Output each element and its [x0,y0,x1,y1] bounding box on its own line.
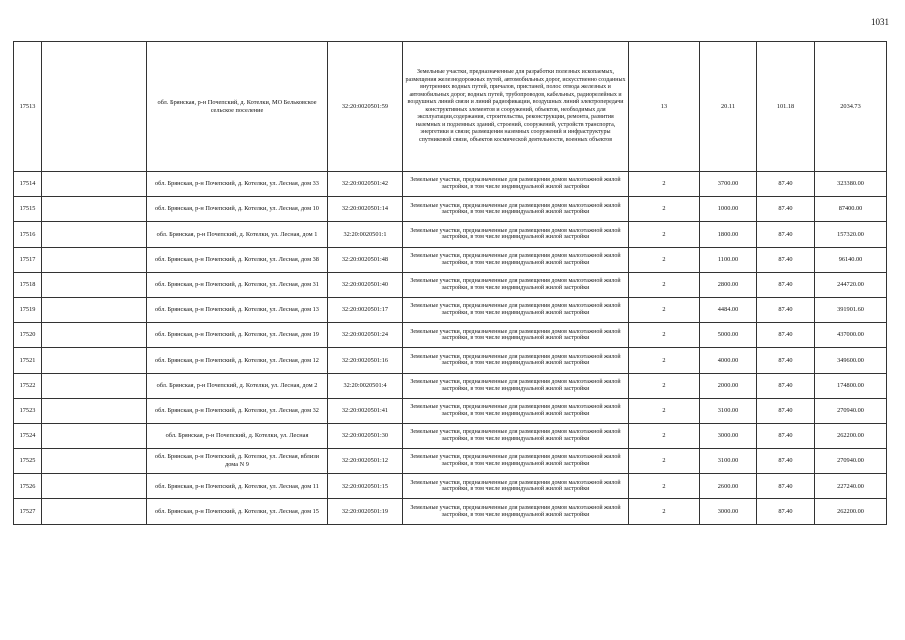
row-number-cell: 17516 [14,222,42,247]
address-cell: обл. Брянская, р-н Почепский, д. Котелки, ул. Лесная, дом 19 [147,323,328,348]
row-number-cell: 17522 [14,373,42,398]
blank-cell [42,323,147,348]
specific-value-cell: 87.40 [757,398,815,423]
address-cell: обл. Брянская, р-н Почепский, д. Котелки, ул. Лесная, дом 1 [147,222,328,247]
cadastral-value-cell: 96140.00 [815,247,887,272]
cadastral-number-cell: 32:20:0020501:19 [328,499,403,524]
specific-value-cell: 87.40 [757,297,815,322]
blank-cell [42,297,147,322]
row-number-cell: 17518 [14,272,42,297]
cadastral-value-cell: 262200.00 [815,423,887,448]
table-row [14,398,887,423]
address-cell: обл. Брянская, р-н Почепский, д. Котелки, ул. Лесная, дом 12 [147,348,328,373]
cadastral-value-cell: 437000.00 [815,323,887,348]
use-code-cell: 2 [629,398,700,423]
cadastral-value-cell: 87400.00 [815,197,887,222]
area-cell: 3100.00 [700,449,757,474]
land-use-cell: Земельные участки, предназначенные для размещения домов малоэтажной жилой застройки, в том числе индивидуальной жилой застройки [403,474,629,499]
cadastral-value-cell: 157320.00 [815,222,887,247]
area-cell: 4000.00 [700,348,757,373]
table-row [14,247,887,272]
cadastral-value-cell: 244720.00 [815,272,887,297]
table-row [14,449,887,474]
cadastral-value-cell: 270940.00 [815,449,887,474]
row-number-cell: 17520 [14,323,42,348]
cadastral-value-cell: 270940.00 [815,398,887,423]
land-use-cell: Земельные участки, предназначенные для размещения домов малоэтажной жилой застройки, в том числе индивидуальной жилой застройки [403,197,629,222]
area-cell: 2000.00 [700,373,757,398]
address-cell: обл. Брянская, р-н Почепский, д. Котелки, ул. Лесная, дом 38 [147,247,328,272]
specific-value-cell: 87.40 [757,449,815,474]
cadastral-value-cell: 262200.00 [815,499,887,524]
row-number-cell: 17525 [14,449,42,474]
cadastral-number-cell: 32:20:0020501:42 [328,172,403,197]
blank-cell [42,247,147,272]
area-cell: 1000.00 [700,197,757,222]
cadastral-number-cell: 32:20:0020501:12 [328,449,403,474]
address-cell: обл. Брянская, р-н Почепский, д. Котелки, ул. Лесная [147,423,328,448]
area-cell: 1800.00 [700,222,757,247]
row-number-cell: 17523 [14,398,42,423]
area-cell: 4484.00 [700,297,757,322]
address-cell: обл. Брянская, р-н Почепский, д. Котелки, ул. Лесная, дом 11 [147,474,328,499]
blank-cell [42,449,147,474]
use-code-cell: 2 [629,499,700,524]
area-cell: 20.11 [700,42,757,172]
row-number-cell: 17517 [14,247,42,272]
land-use-cell: Земельные участки, предназначенные для размещения домов малоэтажной жилой застройки, в том числе индивидуальной жилой застройки [403,398,629,423]
address-cell: обл. Брянская, р-н Почепский, д. Котелки, ул. Лесная, дом 15 [147,499,328,524]
specific-value-cell: 87.40 [757,323,815,348]
area-cell: 3700.00 [700,172,757,197]
land-use-cell: Земельные участки, предназначенные для размещения домов малоэтажной жилой застройки, в том числе индивидуальной жилой застройки [403,323,629,348]
address-cell: обл. Брянская, р-н Почепский, д. Котелки, ул. Лесная, дом 33 [147,172,328,197]
use-code-cell: 2 [629,272,700,297]
table-row [14,272,887,297]
use-code-cell: 2 [629,373,700,398]
use-code-cell: 2 [629,348,700,373]
cadastral-number-cell: 32:20:0020501:1 [328,222,403,247]
table-row [14,172,887,197]
land-use-cell: Земельные участки, предназначенные для размещения домов малоэтажной жилой застройки, в том числе индивидуальной жилой застройки [403,423,629,448]
specific-value-cell: 87.40 [757,197,815,222]
land-use-cell: Земельные участки, предназначенные для размещения домов малоэтажной жилой застройки, в том числе индивидуальной жилой застройки [403,297,629,322]
cadastral-value-cell: 349600.00 [815,348,887,373]
row-number-cell: 17527 [14,499,42,524]
cadastral-number-cell: 32:20:0020501:30 [328,423,403,448]
area-cell: 2800.00 [700,272,757,297]
use-code-cell: 2 [629,297,700,322]
table-row [14,323,887,348]
row-number-cell: 17526 [14,474,42,499]
blank-cell [42,197,147,222]
use-code-cell: 2 [629,172,700,197]
address-cell: обл. Брянская, р-н Почепский, д. Котелки, ул. Лесная, дом 31 [147,272,328,297]
cadastral-value-cell: 323380.00 [815,172,887,197]
address-cell: обл. Брянская, р-н Почепский, д. Котелки, ул. Лесная, вблизи дома N 9 [147,449,328,474]
cadastral-number-cell: 32:20:0020501:16 [328,348,403,373]
blank-cell [42,474,147,499]
cadastral-number-cell: 32:20:0020501:41 [328,398,403,423]
cadastral-number-cell: 32:20:0020501:4 [328,373,403,398]
cadastral-number-cell: 32:20:0020501:59 [328,42,403,172]
land-use-cell: Земельные участки, предназначенные для размещения домов малоэтажной жилой застройки, в том числе индивидуальной жилой застройки [403,499,629,524]
row-number-cell: 17515 [14,197,42,222]
blank-cell [42,499,147,524]
land-use-cell: Земельные участки, предназначенные для размещения домов малоэтажной жилой застройки, в том числе индивидуальной жилой застройки [403,247,629,272]
cadastral-number-cell: 32:20:0020501:48 [328,247,403,272]
specific-value-cell: 87.40 [757,222,815,247]
address-cell: обл. Брянская, р-н Почепский, д. Котелки, ул. Лесная, дом 10 [147,197,328,222]
cadastral-value-cell: 174800.00 [815,373,887,398]
use-code-cell: 2 [629,423,700,448]
row-number-cell: 17521 [14,348,42,373]
blank-cell [42,348,147,373]
specific-value-cell: 87.40 [757,423,815,448]
table-row [14,474,887,499]
blank-cell [42,222,147,247]
table-row [14,499,887,524]
address-cell: обл. Брянская, р-н Почепский, д. Котелки, МО Бельковское сельское поселение [147,42,328,172]
land-use-cell: Земельные участки, предназначенные для размещения домов малоэтажной жилой застройки, в том числе индивидуальной жилой застройки [403,373,629,398]
table-row [14,197,887,222]
address-cell: обл. Брянская, р-н Почепский, д. Котелки, ул. Лесная, дом 13 [147,297,328,322]
area-cell: 1100.00 [700,247,757,272]
cadastral-value-cell: 227240.00 [815,474,887,499]
area-cell: 5000.00 [700,323,757,348]
specific-value-cell: 87.40 [757,474,815,499]
area-cell: 2600.00 [700,474,757,499]
use-code-cell: 2 [629,449,700,474]
blank-cell [42,398,147,423]
specific-value-cell: 87.40 [757,373,815,398]
cadastral-number-cell: 32:20:0020501:14 [328,197,403,222]
table-row [14,222,887,247]
area-cell: 3000.00 [700,423,757,448]
use-code-cell: 2 [629,474,700,499]
cadastral-number-cell: 32:20:0020501:17 [328,297,403,322]
cadastral-number-cell: 32:20:0020501:15 [328,474,403,499]
specific-value-cell: 87.40 [757,348,815,373]
cadastral-value-cell: 2034.73 [815,42,887,172]
blank-cell [42,172,147,197]
blank-cell [42,272,147,297]
table-row [14,423,887,448]
blank-cell [42,373,147,398]
land-use-cell: Земельные участки, предназначенные для размещения домов малоэтажной жилой застройки, в том числе индивидуальной жилой застройки [403,172,629,197]
area-cell: 3000.00 [700,499,757,524]
area-cell: 3100.00 [700,398,757,423]
land-use-cell: Земельные участки, предназначенные для размещения домов малоэтажной жилой застройки, в том числе индивидуальной жилой застройки [403,348,629,373]
land-use-cell: Земельные участки, предназначенные для размещения домов малоэтажной жилой застройки, в том числе индивидуальной жилой застройки [403,272,629,297]
row-number-cell: 17519 [14,297,42,322]
address-cell: обл. Брянская, р-н Почепский, д. Котелки, ул. Лесная, дом 32 [147,398,328,423]
cadastral-number-cell: 32:20:0020501:24 [328,323,403,348]
specific-value-cell: 87.40 [757,499,815,524]
cadastral-value-table [13,41,887,525]
blank-cell [42,423,147,448]
land-use-cell: Земельные участки, предназначенные для размещения домов малоэтажной жилой застройки, в том числе индивидуальной жилой застройки [403,222,629,247]
row-number-cell: 17514 [14,172,42,197]
cadastral-number-cell: 32:20:0020501:40 [328,272,403,297]
row-number-cell: 17513 [14,42,42,172]
address-cell: обл. Брянская, р-н Почепский, д. Котелки, ул. Лесная, дом 2 [147,373,328,398]
use-code-cell: 2 [629,247,700,272]
row-number-cell: 17524 [14,423,42,448]
use-code-cell: 2 [629,222,700,247]
use-code-cell: 13 [629,42,700,172]
specific-value-cell: 87.40 [757,272,815,297]
specific-value-cell: 87.40 [757,247,815,272]
land-use-cell: Земельные участки, предназначенные для размещения домов малоэтажной жилой застройки, в том числе индивидуальной жилой застройки [403,449,629,474]
table-row [14,348,887,373]
specific-value-cell: 87.40 [757,172,815,197]
use-code-cell: 2 [629,323,700,348]
blank-cell [42,42,147,172]
land-use-cell: Земельные участки, предназначенные для разработки полезных ископаемых, размещения железнодорожных путей, автомобильных дорог, искусственно созданных внутренних водных путей, причалов, пристаней, полос отвода железных и автомобильных дорог, водных путей, трубопроводов, кабельных, радиорелейных и воздушных линий связи и линий радиофикации, воздушных линий электропередачи конструктивных элементов и сооружений, объектов, необходимых для эксплуатации,содержания, строительства, реконструкции, ремонта, развития наземных и подземных зданий, строений, сооружений, устройств транспорта, энергетики и связи; размещения наземных сооружений и инфраструктуры спутниковой связи, объектов космической деятельности, военных объектов [403,42,629,172]
use-code-cell: 2 [629,197,700,222]
table-row [14,297,887,322]
table-row [14,42,887,172]
specific-value-cell: 101.18 [757,42,815,172]
page-number: 1031 [871,17,889,27]
table-row [14,373,887,398]
cadastral-value-cell: 391901.60 [815,297,887,322]
